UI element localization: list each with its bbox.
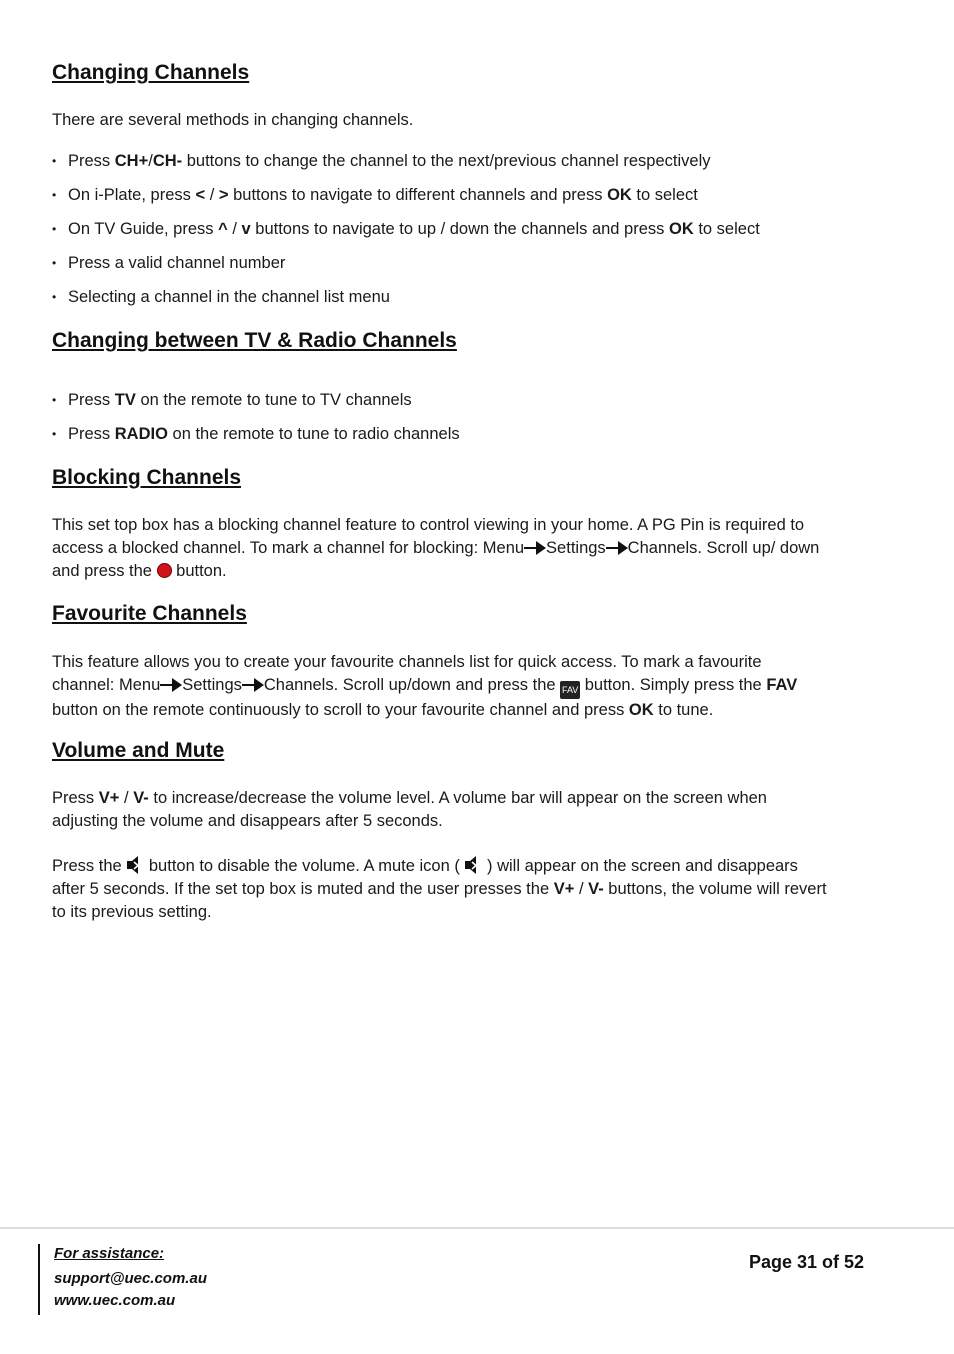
footer-assistance-label: For assistance: [54, 1245, 165, 1262]
fav-button-icon: FAV [560, 681, 580, 699]
red-button-icon [157, 563, 172, 578]
changing-intro: There are several methods in changing channels. [52, 111, 414, 129]
volume-paragraph: Press V+ / V- to increase/decrease the volume level. A volume bar will appear on the screen when adjusting the volume and disappears after 5 seconds. [52, 789, 767, 830]
mute-paragraph: Press the button to disable the volume. A mute icon ( ) will appear on the screen and disappears after 5 seconds. If the set top box is muted and the user presses the V+ / V- buttons, the volume will revert to its previous setting. [52, 857, 827, 921]
list-item: • On i-Plate, press < / > buttons to navigate to different channels and press OK to select [52, 185, 832, 219]
footer-email-link[interactable]: support@uec.com.au [54, 1270, 207, 1287]
page-number: Page 31 of 52 [749, 1252, 865, 1272]
list-item: • On TV Guide, press ^ / v buttons to navigate to up / down the channels and press OK to select [52, 219, 832, 253]
arrow-right-icon [524, 541, 546, 555]
footer-divider [0, 1227, 954, 1229]
mute-icon [464, 855, 482, 875]
footer-website-link[interactable]: www.uec.com.au [54, 1292, 176, 1309]
heading-changing-channels: Changing Channels [52, 61, 250, 84]
footer-accent-bar [38, 1244, 40, 1315]
arrow-right-icon [242, 678, 264, 692]
heading-tv-radio: Changing between TV & Radio Channels [52, 329, 457, 352]
list-item: • Press RADIO on the remote to tune to radio channels [52, 424, 832, 458]
favourite-paragraph: This feature allows you to create your favourite channels list for quick access. To mark a favourite channel: Menu Settings Channels. Scroll up/down and press the FAV button. Simply press the FAV button on the remote continuously to scroll to your favourite channel and press OK to tune. [52, 653, 798, 719]
tv-radio-list [52, 390, 832, 458]
list-item: • Press a valid channel number [52, 253, 832, 287]
heading-volume-mute: Volume and Mute [52, 739, 225, 762]
heading-favourite-channels: Favourite Channels [52, 602, 247, 625]
arrow-right-icon [606, 541, 628, 555]
list-item: • Press CH+/CH- buttons to change the channel to the next/previous channel respectively [52, 151, 832, 185]
changing-methods-list [52, 151, 832, 321]
list-item: • Press TV on the remote to tune to TV channels [52, 390, 832, 424]
blocking-paragraph: This set top box has a blocking channel feature to control viewing in your home. A PG Pin is required to access a blocked channel. To mark a channel for blocking: Menu Settings Channels. Scroll up/ down and press the button. [52, 516, 820, 580]
mute-icon [126, 855, 144, 875]
heading-blocking-channels: Blocking Channels [52, 466, 242, 489]
arrow-right-icon [160, 678, 182, 692]
list-item: • Selecting a channel in the channel list menu [52, 287, 832, 321]
